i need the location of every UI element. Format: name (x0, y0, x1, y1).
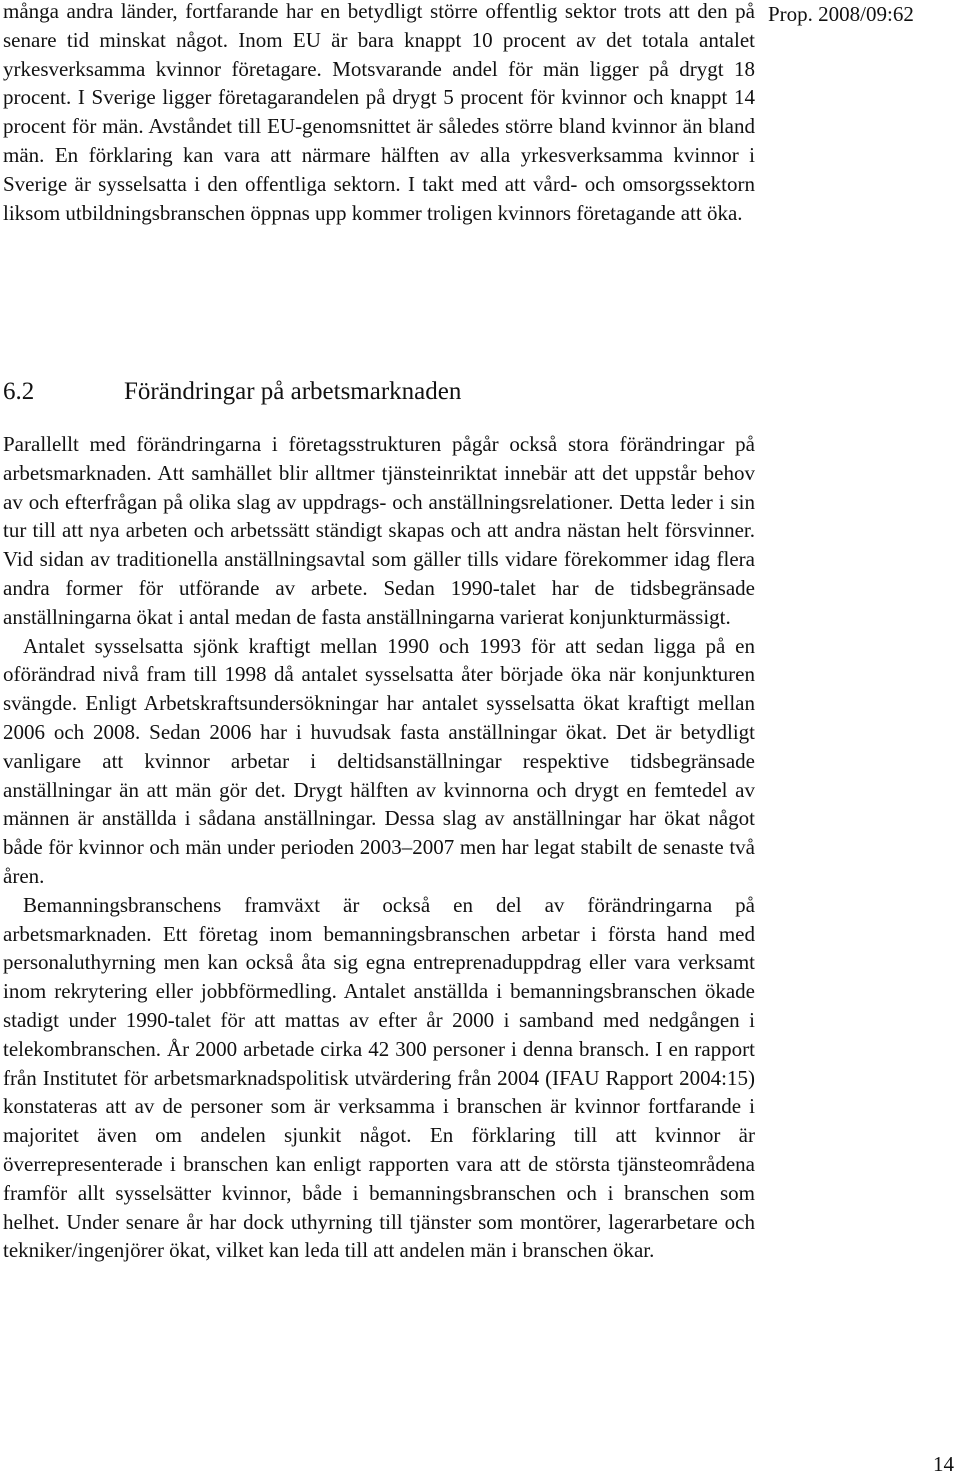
intro-paragraph: många andra länder, fortfarande har en betydligt större offentlig sektor trots att den på senare tid minskat något. Inom EU är bara knappt 10 procent av det totala antalet yrkesverksamma kvinnor företagare. Motsvarande andel för män ligger på drygt 18 procent. I Sverige ligger företagarandelen på drygt 5 procent för kvinnor och knappt 14 procent för män. Avståndet till EU-genomsnittet är således större bland kvinnor än bland män. En förklaring kan vara att närmare hälften av alla yrkesverksamma kvinnor i Sverige är sysselsatta i den offentliga sektorn. I takt med att vård- och omsorgssektorn liksom utbildningsbranschen öppnas upp kommer troligen kvinnors företagande att öka. (3, 0, 755, 225)
page-number: 14 (933, 1452, 954, 1476)
section-title: Förändringar på arbetsmarknaden (124, 378, 462, 405)
intro-column (3, 0, 755, 227)
section-heading (3, 376, 755, 408)
body-paragraph: Bemanningsbranschens framväxt är också en del av förändringarna på arbetsmarknaden. Ett företag inom bemanningsbranschen arbetar i första hand med personaluthyrning men kan också åta sig egna entreprenaduppdrag eller vara verksamt inom rekrytering eller jobbförmedling. Antalet anställda i bemanningsbranschen ökade stadigt under 1990-talet för att mattas av efter år 2000 i samband med nedgången i telekombranschen. År 2000 arbetade cirka 42 300 personer i denna bransch. I en rapport från Institutet för arbetsmarknadspolitisk utvärdering från 2004 (IFAU Rapport 2004:15) konstateras att av de personer som är verksamma i branschen är kvinnor fortfarande i majoritet även om andelen sjunkit något. En förklaring till att kvinnor är överrepresenterade i branschen kan enligt rapporten vara att de största tjänsteområdena framför allt sysselsätter kvinnor, både i bemanningsbranschen och i branschen som helhet. Under senare år har dock uthyrning till tjänster som montörer, lagerarbetare och tekniker/ingenjörer ökat, vilket kan leda till att andelen män i branschen ökar. (3, 892, 755, 1263)
proposition-reference: Prop. 2008/09:62 (768, 2, 914, 26)
body-paragraph: Antalet sysselsatta sjönk kraftigt mellan 1990 och 1993 för att sedan ligga på en oförändrad nivå fram till 1998 då antalet sysselsatta åter började öka när konjunkturen svängde. Enligt Arbetskraftsundersökningar har antalet sysselsatta ökat kraftigt mellan 2006 och 2008. Sedan 2006 har i huvudsak fasta anställningar ökat. Det är betydligt vanligare att kvinnor arbetar i deltidsanställningar respektive tidsbegränsade anställningar än att män gör det. Drygt hälften av kvinnorna och drygt en femtedel av männen är anställda i sådana anställningar. Dessa slag av anställningar har ökat något både för kvinnor och män under perioden 2003–2007 men har legat stabilt de senaste två åren. (3, 633, 755, 888)
body-paragraph: Parallellt med förändringarna i företagsstrukturen pågår också stora förändringar på arbetsmarknaden. Att samhället blir alltmer tjänsteinriktat innebär att det uppstår behov av och efterfrågan på olika slag av uppdrags- och anställningsrelationer. Detta leder i sin tur till att nya arbeten och arbetssätt ständigt skapas och att andra nästan helt försvinner. Vid sidan av traditionella anställningsavtal som gäller tills vidare förekommer idag flera andra former för utförande av arbete. Sedan 1990-talet har de tidsbegränsade anställningarna ökat i antal medan de fasta anställningarna varierat konjunkturmässigt. (3, 432, 755, 629)
section-body (3, 430, 755, 1265)
section-number: 6.2 (3, 378, 35, 405)
